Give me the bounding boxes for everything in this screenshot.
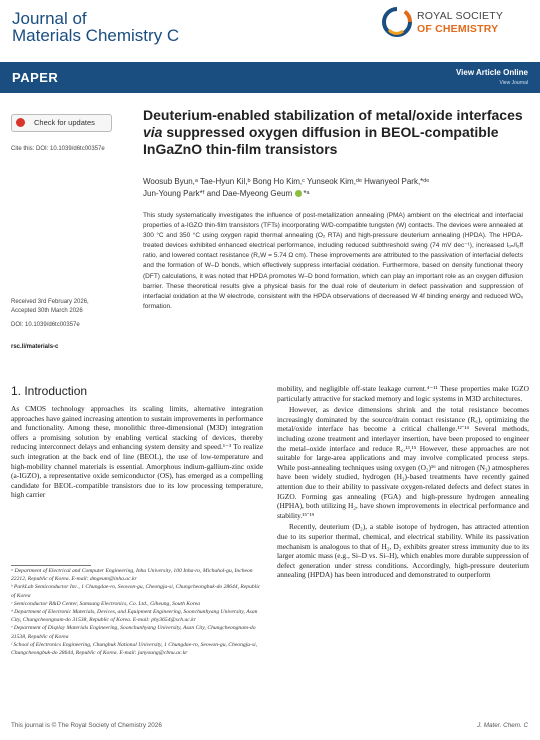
check-updates-icon: [16, 118, 25, 127]
body-column-left: [11, 404, 263, 502]
rsc-logo[interactable]: [381, 6, 531, 42]
affiliation-footnotes: [11, 567, 263, 657]
footnote: ᶜ Semiconductor R&D Center, Samsung Electronics, Co. Ltd., Giheung, South Korea: [11, 600, 201, 607]
footnote: ᶠ School of Electronics Engineering, Chungbuk National University, 1 Chungdae-ro, Seowon-gu, Cheongju-si, Chungcheongbuk-do 28644, Republic of Korea. E-mail: junyoung@cbnu.ac.kr: [11, 641, 258, 657]
rsc-emblem-icon: [381, 6, 413, 40]
footnote: ᵉ Department of Display Materials Engineering, Soonchunhyang University, Asan City, Chungcheongnam-do 31538, Republic of Korea: [11, 625, 256, 640]
journal-link[interactable]: rsc.li/materials-c: [11, 344, 59, 350]
article-doi: DOI: 10.1039/d6tc00357e: [11, 322, 80, 328]
authors-line1: Woosub Byun,ᵃ Tae-Hyun Kil,ᵇ Bong Ho Kim,ᶜ Yunseok Kim,ᵈᵉ Hwanyeol Park,*ᵈᵉ: [143, 177, 430, 186]
paragraph: As CMOS technology approaches its scaling limits, alternative integration approaches have gained increasing attention to sustain improvements in performance and functionality. Among these, monolithic three-dimensional (M3D) integration offers a promising solution by enabling vertical stacking of devices, thereby reducing interconnect delays and enhancing system density and speed.¹⁻³ To realize such integration at the back end of line (BEOL), the use of low-temperature and high-mobility channel materials is essential. Amorphous indium-gallium-zinc oxide (a-IGZO), a representative oxide semiconductor (OS), has emerged as a compelling candidate for BEOL-compatible transistors due to its low processing temperature, high carrier: [11, 404, 263, 500]
journal-name-line1: Journal of: [12, 9, 87, 28]
authors-line2: Jun-Young Park*ᶠ and Dae-Myeong Geum *ᵃ: [143, 189, 310, 198]
copyright-footer: This journal is © The Royal Society of Chemistry 2026: [11, 722, 162, 729]
received-date: Received 3rd February 2026,: [11, 299, 89, 305]
received-dates: [11, 298, 89, 316]
footnote: ᵇ ParkLab Semiconductor Inc., 1 Chungdae-ro, Seowon-gu, Cheongju-si, Chungcheongbuk-do 28644, Republic of Korea: [11, 584, 261, 599]
cite-doi: Cite this: DOI: 10.1039/d6tc00357e: [11, 146, 105, 152]
publisher-name-line1: ROYAL SOCIETY: [417, 10, 504, 22]
body-column-right: [277, 384, 529, 582]
journal-abbrev-footer: J. Mater. Chem. C: [477, 722, 528, 729]
footnote: ᵃ Department of Electrical and Computer Engineering, Inha University, 100 Inha-ro, Michuhol-gu, Incheon 22212, Republic of Korea. E-mail: dmgeum@inha.ac.kr: [11, 568, 253, 583]
title-part2: suppressed oxygen diffusion in BEOL-compatible InGaZnO thin-film transistors: [143, 124, 499, 157]
journal-name: [12, 10, 179, 44]
publisher-name-line2: OF CHEMISTRY: [417, 23, 499, 35]
check-updates-label: Check for updates: [34, 118, 95, 127]
section-banner: [0, 62, 540, 93]
paragraph: mobility, and negligible off-state leakage current.⁴⁻¹¹ These properties make IGZO particularly attractive for stacked memory and logic systems in M3D architectures.: [277, 384, 529, 403]
title-italic: via: [143, 124, 163, 140]
journal-name-line2: Materials Chemistry C: [12, 26, 180, 45]
check-for-updates-button[interactable]: [11, 114, 112, 132]
section-label: PAPER: [12, 70, 59, 85]
paragraph: Recently, deuterium (D₂), a stable isotope of hydrogen, has attracted attention due to its superior thermal, chemical, and electrical stability. While its passivation mechanism is analogous to that of H₂, D₂ exhibits greater stress immunity due to its larger atomic mass (e.g., Si–D vs. Si–H), which enables more durable suppression of defect generation under stress conditions. Accordingly, high-pressure deuterium annealing (HPDA) has been introduced and demonstrated to outperform: [277, 522, 529, 580]
footnote: ᵈ Department of Electronic Materials, Devices, and Equipment Engineering, Soonchunhyang University, Asan City, Chungcheongnam-do 31538, Republic of Korea. E-mail: phy3654@sch.ac.kr: [11, 609, 258, 624]
article-title: [143, 107, 523, 158]
section-heading: 1. Introduction: [11, 384, 88, 398]
abstract: This study systematically investigates the influence of post-metallization annealing (PMA) ambient on the electrical and interfacial properties of a-IGZO thin-film transistors (TFTs) incorporating W/D-compatible tungsten (W) contacts. The devices were annealed at 300 °C and 350 °C using oxygen rapid thermal annealing (O₂ RTA) and high-pressure deuterium annealing (HPDA). The HPDA-treated devices exhibited enhanced electrical performance, including reduced subthreshold swing (74 mV dec⁻¹), increased Iₒₙ/Iₒff ratio, and lowered contact resistance (R꜀W = 5.74 Ω cm). These improvements are attributed to the passivation of interfacial defects and the formation of W–D bonds, which effectively suppress interfacial oxidation. Furthermore, based on density functional theory (DFT) calculations, it was noted that HPDA promotes W–D bond formation, which can play an important role as an oxygen diffusion barrier. These theoretical results give a physical basis for the dual role of deuterium in defect passivation and suppression of interfacial oxidation at the W electrode, consistent with the HPDA observations of decreased W 4f binding energy and reduced WOₓ formation.: [143, 212, 523, 310]
view-article-online-link[interactable]: View Article Online: [455, 68, 528, 77]
view-journal-link[interactable]: View Journal: [499, 80, 528, 86]
paragraph: However, as device dimensions shrink and the total resistance becomes increasingly dominated by the source/drain contact resistance (R꜀), optimizing the metal/oxide interface has become a critical challenge.¹²⁻¹⁴ Several methods, including ozone treatment and interlayer insertion, have been proposed to engineer the metal–oxide interface and reduce R꜀.¹³,¹⁵ However, these approaches are not suitable for large-area applications and may involve complicated process steps. While post-annealing techniques using oxygen (O₂)¹⁶ and nitrogen (N₂) atmospheres have been widely studied, hydrogen (H₂)-based treatments have recently gained attention due to their ability to passivate oxygen-related defects and defect states in IGZO. Forming gas annealing (FGA) and high-pressure hydrogen annealing (HPHA), both utilizing H₂, have shown improvements in electrical performance and stability.¹⁵⁻¹⁹: [277, 405, 529, 520]
accepted-date: Accepted 30th March 2026: [11, 308, 83, 314]
author-list: [143, 176, 523, 200]
footnote-divider: [11, 565, 91, 566]
orcid-icon[interactable]: [295, 190, 302, 197]
title-part1: Deuterium-enabled stabilization of metal/oxide interfaces: [143, 107, 523, 123]
